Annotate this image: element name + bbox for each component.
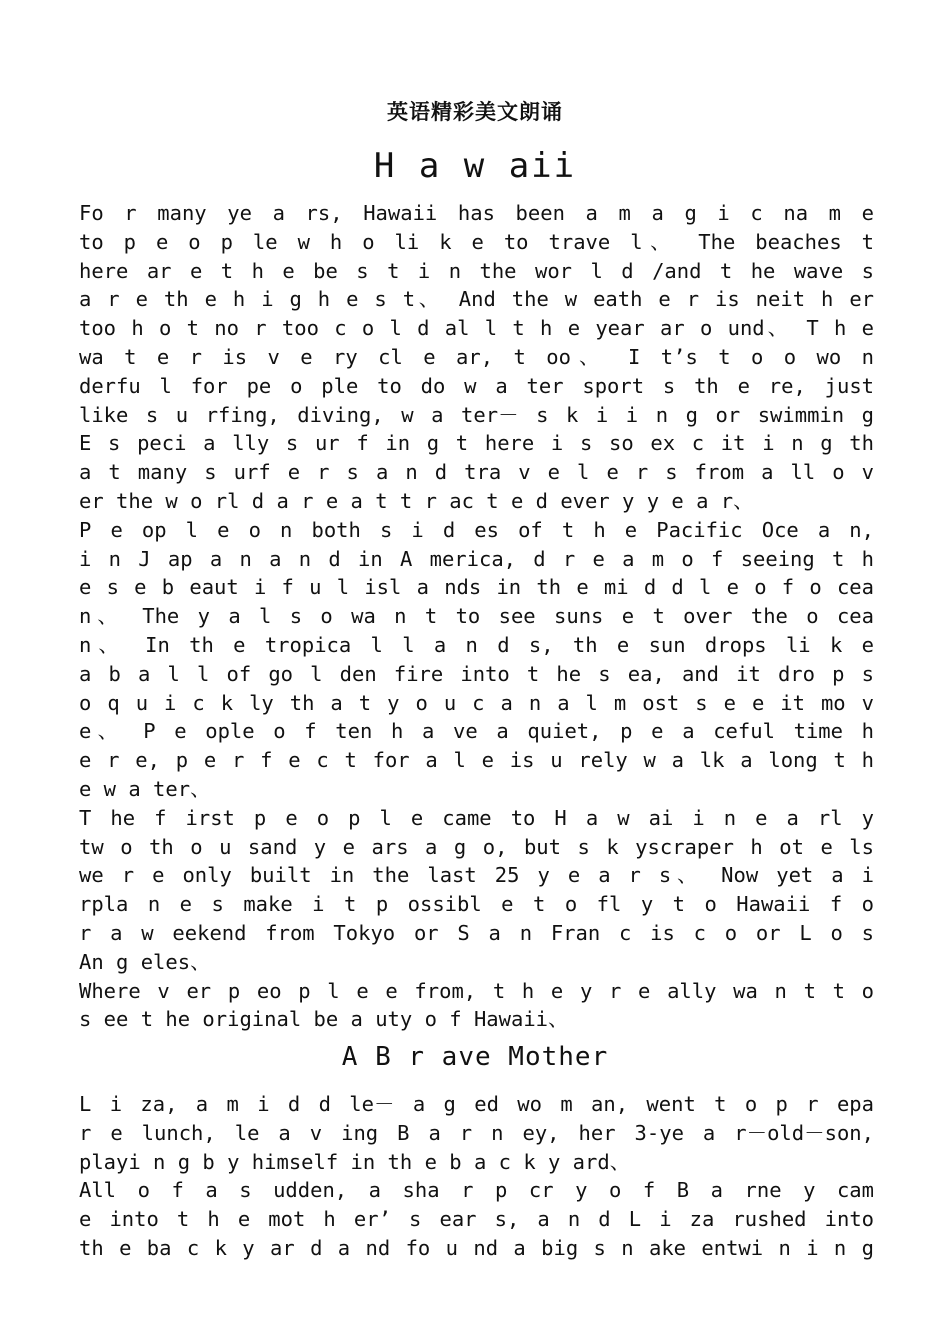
text-line: a b a l l of go l den fire into t he s ea, and it dro p s [79,661,874,686]
text-line: n、 The y a l s o wa n t to see suns e t over the o cea [79,604,874,629]
text-line: All o f a s udden, a sha r p cr y o f B a rne y cam [79,1178,874,1203]
text-line: here ar e t h e be s t i n the wor l d /and t he wave s [79,258,874,283]
text-line: s ee t he original be a uty o f Hawaii、 [79,1007,569,1032]
text-line: tw o th o u sand y e ars a g o, but s k yscraper h ot e ls [79,834,874,859]
text-line: we r e only built in the last 25 y e a r s、 Now yet a i [79,863,874,888]
text-line: An g eles、 [79,949,211,974]
text-line: e into t h e mot h er’ s ear s, a n d L i za rushed into [79,1207,874,1232]
section-title-brave-mother: A B r ave Mother [341,1042,609,1072]
text-line: e r e, p e r f e c t for a l e is u rely w a lk a long t h [79,748,874,773]
text-line: Fo r many ye a rs, Hawaii has been a m a g i c na m e [79,201,874,225]
text-line: derfu l for pe o ple to do w a ter sport s th e re, just [79,373,874,398]
text-line: er the w o rl d a r e a t t r ac t e d ever y y e a r、 [79,489,754,513]
text-line: playi n g b y himself in th e b a c k y ard、 [79,1149,631,1174]
text-line: e s e b eaut i f u l isl a nds in th e mi d d l e o f o cea [79,575,874,600]
text-line: to p e o p le w h o li k e to trave l、 The beaches t [79,229,874,254]
document-title: 英语精彩美文朗诵 [387,100,563,124]
text-line: wa t e r is v e ry cl e ar, t oo、 I t’s t o o wo n [79,345,874,369]
text-line: e、 P e ople o f ten h a ve a quiet, p e a ceful time h [79,719,874,744]
text-line: too h o t no r too c o l d al l t h e year ar o und、 T h e [79,316,874,341]
text-line: o q u i c k ly th a t y o u c a n a l m ost s e e it mo v [79,690,874,715]
text-line: rpla n e s make i t p ossibl e t o fl y t o Hawaii f o [79,892,874,917]
text-line: r a w eekend from Tokyo or S a n Fran c is c o or L o s [79,921,874,945]
text-line: P e op l e o n both s i d es of t h e Pacific Oce a n, [79,517,874,542]
text-line: T he f irst p e o p l e came to H a w ai i n e a rl y [79,805,874,830]
text-line: th e ba c k y ar d a nd fo u nd a big s n ake entwi n i n g [79,1236,874,1260]
text-line: r e lunch, le a v ing B a r n ey, her 3-ye a r－old－son, [79,1120,874,1145]
text-line: E s peci a lly s ur f in g t here i s so ex c it i n g th [79,431,874,456]
text-line: a t many s urf e r s a n d tra v e l e r s from a ll o v [79,460,874,485]
text-line: e w a ter、 [79,777,211,801]
text-line: a r e th e h i g h e s t、 And the w eath e r is neit h er [79,287,874,312]
text-line: like s u rfing, diving, w a ter－ s k i i n g or swimmin g [79,402,874,427]
section-title-hawaii: H a w aii [373,146,577,186]
text-line: i n J ap a n a n d in A merica, d r e a m o f seeing t h [79,546,874,571]
text-line: L i za, a m i d d le－ a g ed wo m an, went t o p r epa [79,1092,874,1116]
text-line: Where v er p eo p l e e from, t h e y r e ally wa n t t o [79,978,874,1003]
text-line: n、 In th e tropica l l a n d s, th e sun drops li k e [79,633,874,657]
